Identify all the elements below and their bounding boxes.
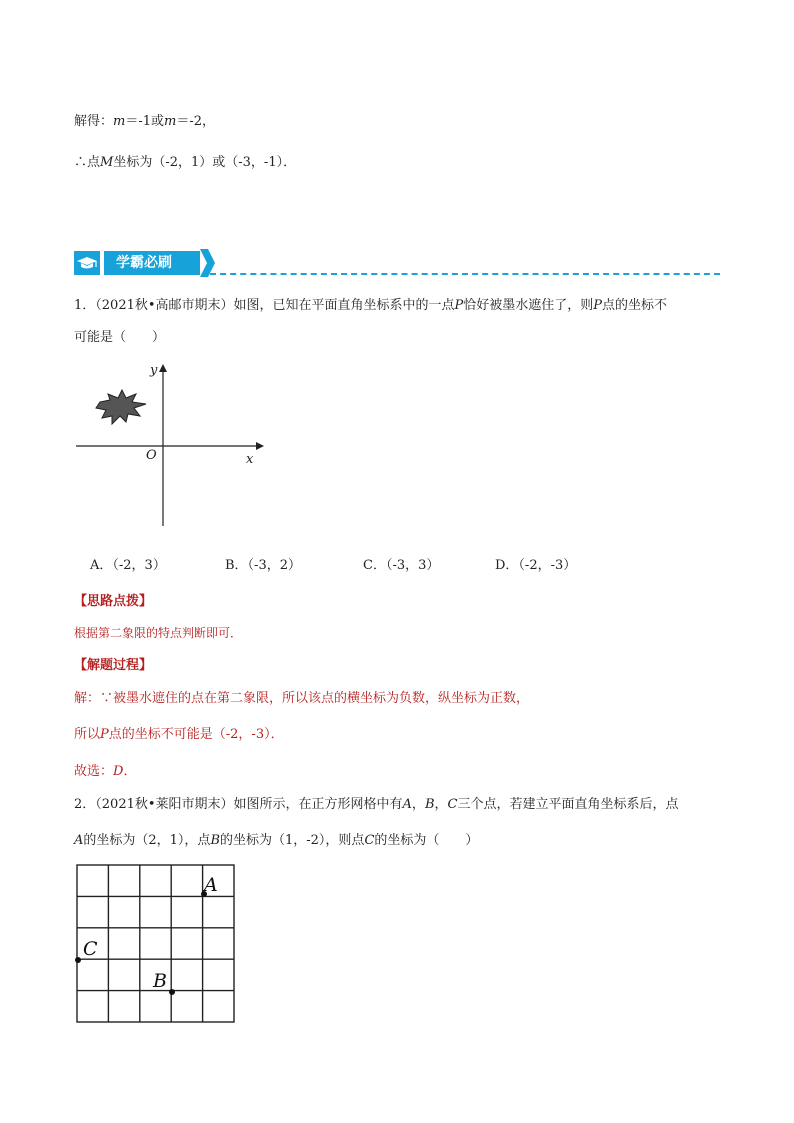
banner-divider (210, 273, 720, 275)
answer-line: 故选：D． (74, 764, 137, 779)
graduation-cap-icon (74, 251, 100, 275)
solution-line-coordinates: ∴点M坐标为（-2，1）或（-3，-1）． (74, 155, 297, 170)
y-axis-arrow (159, 364, 167, 372)
question-1-text-cont: 可能是（ ） (74, 330, 166, 345)
ink-blot (96, 390, 146, 424)
origin-label: O (146, 448, 157, 463)
q1-coordinate-figure (74, 360, 274, 532)
option-a[interactable]: A．（-2，3） (90, 558, 166, 573)
point-a-label: A (204, 874, 218, 896)
option-c[interactable]: C．（-3，3） (363, 558, 440, 573)
section-banner-title: 学霸必刷 (104, 251, 200, 275)
question-2-text-cont: A的坐标为（2，1），点B的坐标为（1，-2），则点C的坐标为（ ） (74, 833, 479, 848)
solution-line-1: 解：∵被墨水遮住的点在第二象限，所以该点的横坐标为负数，纵坐标为正数， (74, 691, 530, 706)
q2-grid-figure (70, 858, 240, 1028)
question-1-text: 1．（2021秋•高邮市期末）如图，已知在平面直角坐标系中的一点P恰好被墨水遮住了，则P点的坐标不 (74, 298, 668, 313)
point-b-label: B (153, 970, 167, 992)
y-axis-label: y (150, 363, 158, 378)
option-b[interactable]: B．（-3，2） (225, 558, 301, 573)
hint-title: 【思路点拨】 (74, 594, 153, 609)
point-c-label: C (83, 938, 98, 960)
solution-title: 【解题过程】 (74, 658, 153, 673)
point-c (75, 957, 81, 963)
question-2-text: 2．（2021秋•莱阳市期末）如图所示，在正方形网格中有A，B，C三个点，若建立平面直角坐标系后，点 (74, 797, 679, 812)
solution-line-2: 所以P点的坐标不可能是（-2，-3）． (74, 727, 284, 742)
x-axis-label: x (246, 452, 254, 467)
option-d[interactable]: D．（-2，-3） (495, 558, 577, 573)
hint-text: 根据第二象限的特点判断即可． (74, 626, 243, 640)
point-b (169, 989, 175, 995)
x-axis-arrow (256, 442, 264, 450)
solution-line-m: 解得：m＝-1或m＝-2， (74, 114, 216, 129)
